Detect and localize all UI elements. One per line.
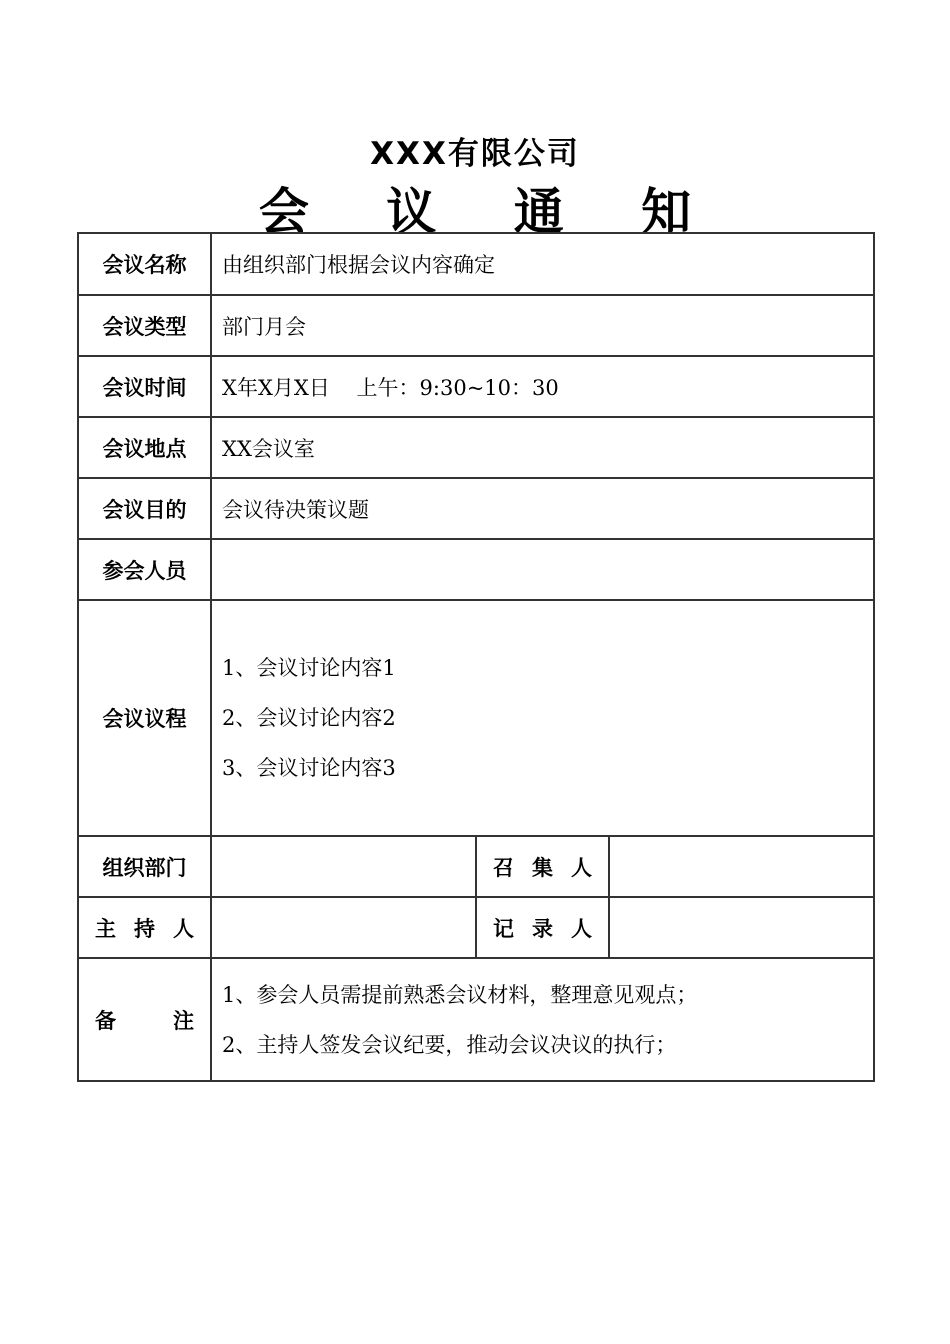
label-meeting-name: 会议名称 xyxy=(78,233,211,295)
agenda-item: 2、会议讨论内容2 xyxy=(222,706,396,730)
label-char: 集 xyxy=(532,855,553,880)
value-meeting-type: 部门月会 xyxy=(211,295,874,356)
label-char: 注 xyxy=(173,1008,194,1033)
company-name: XXX有限公司 xyxy=(370,136,580,172)
value-meeting-location: XX会议室 xyxy=(211,417,874,478)
row-attendees xyxy=(78,539,874,600)
document-title: 会 议 通 知 xyxy=(258,183,722,241)
note-item: 1、参会人员需提前熟悉会议材料，整理意见观点； xyxy=(222,982,698,1007)
label-char: 持 xyxy=(134,916,155,941)
row-meeting-purpose xyxy=(78,478,874,539)
row-notes xyxy=(78,958,874,1081)
value-host xyxy=(211,897,476,958)
value-meeting-name: 由组织部门根据会议内容确定 xyxy=(211,233,874,295)
label-meeting-location: 会议地点 xyxy=(78,417,211,478)
value-recorder xyxy=(609,897,874,958)
row-meeting-time xyxy=(78,356,874,417)
row-agenda xyxy=(78,600,874,836)
label-organizer: 组织部门 xyxy=(78,836,211,897)
label-char: 录 xyxy=(532,916,553,941)
label-attendees: 参会人员 xyxy=(78,539,211,600)
label-char: 主 xyxy=(95,916,116,941)
value-meeting-purpose: 会议待决策议题 xyxy=(211,478,874,539)
row-meeting-location xyxy=(78,417,874,478)
label-char: 备 xyxy=(95,1008,116,1033)
agenda-list xyxy=(211,600,874,836)
value-attendees xyxy=(211,539,874,600)
row-meeting-type xyxy=(78,295,874,356)
row-meeting-name xyxy=(78,233,874,295)
label-convener xyxy=(476,836,609,897)
value-organizer xyxy=(211,836,476,897)
agenda-item: 1、会议讨论内容1 xyxy=(222,656,396,680)
label-meeting-type: 会议类型 xyxy=(78,295,211,356)
label-char: 人 xyxy=(571,855,592,880)
meeting-notice-table xyxy=(77,232,875,1082)
label-agenda: 会议议程 xyxy=(78,600,211,836)
label-char: 记 xyxy=(493,916,514,941)
label-notes xyxy=(78,958,211,1081)
label-char: 人 xyxy=(571,916,592,941)
value-convener xyxy=(609,836,874,897)
agenda-item: 3、会议讨论内容3 xyxy=(222,756,396,780)
label-char: 召 xyxy=(493,855,514,880)
note-item: 2、主持人签发会议纪要，推动会议决议的执行； xyxy=(222,1032,677,1057)
label-char: 人 xyxy=(173,916,194,941)
row-host-recorder xyxy=(78,897,874,958)
label-host xyxy=(78,897,211,958)
label-meeting-time: 会议时间 xyxy=(78,356,211,417)
row-organizer-convener xyxy=(78,836,874,897)
label-recorder xyxy=(476,897,609,958)
notes-list xyxy=(211,958,874,1081)
label-meeting-purpose: 会议目的 xyxy=(78,478,211,539)
value-meeting-time: X年X月X日 上午：9:30~10：30 xyxy=(211,356,874,417)
